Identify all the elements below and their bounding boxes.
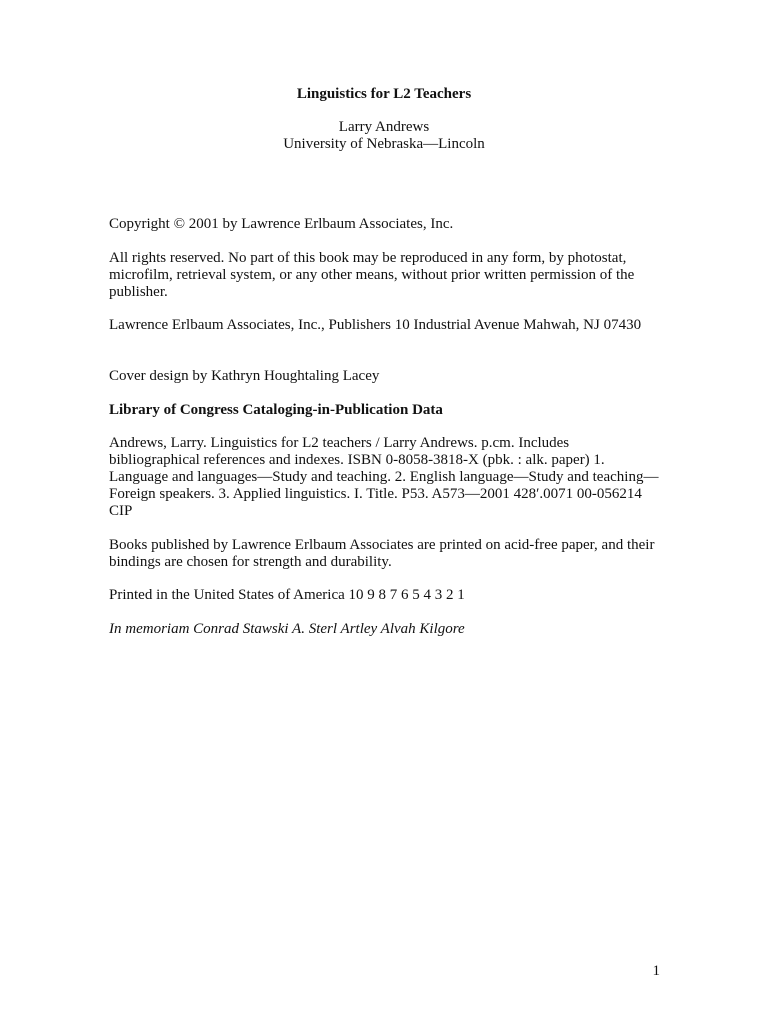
- copyright-notice: Copyright © 2001 by Lawrence Erlbaum Associates, Inc.: [109, 216, 454, 232]
- rights-statement: All rights reserved. No part of this book may be reproduced in any form, by photostat, microfilm, retrieval system, or any other means, without prior written permission of the publisher.: [109, 250, 635, 300]
- dedication: In memoriam Conrad Stawski A. Sterl Artley Alvah Kilgore: [109, 621, 465, 637]
- author-affiliation: University of Nebraska—Lincoln: [283, 136, 485, 152]
- acid-free-paper-note: Books published by Lawrence Erlbaum Associates are printed on acid-free paper, and their bindings are chosen for strength and durability.: [109, 537, 655, 570]
- book-title: Linguistics for L2 Teachers: [296, 86, 472, 102]
- author-name: Larry Andrews: [338, 119, 430, 135]
- publisher-address: Lawrence Erlbaum Associates, Inc., Publishers 10 Industrial Avenue Mahwah, NJ 07430: [109, 317, 642, 333]
- cover-design-credit: Cover design by Kathryn Houghtaling Lacey: [109, 368, 380, 384]
- cip-heading: Library of Congress Cataloging-in-Publication Data: [109, 402, 443, 418]
- page-number: 1: [652, 963, 660, 979]
- cip-data: Andrews, Larry. Linguistics for L2 teachers / Larry Andrews. p.cm. Includes bibliographical references and indexes. ISBN 0-8058-3818-X (pbk. : alk. paper) 1. Language and languages—Study and teaching. 2. English language—Study and teaching—Foreign speakers. 3. Applied linguistics. I. Title. P53. A573—2001 428′.0071 00-056214 CIP: [109, 435, 659, 519]
- printing-line: Printed in the United States of America 10 9 8 7 6 5 4 3 2 1: [109, 587, 465, 603]
